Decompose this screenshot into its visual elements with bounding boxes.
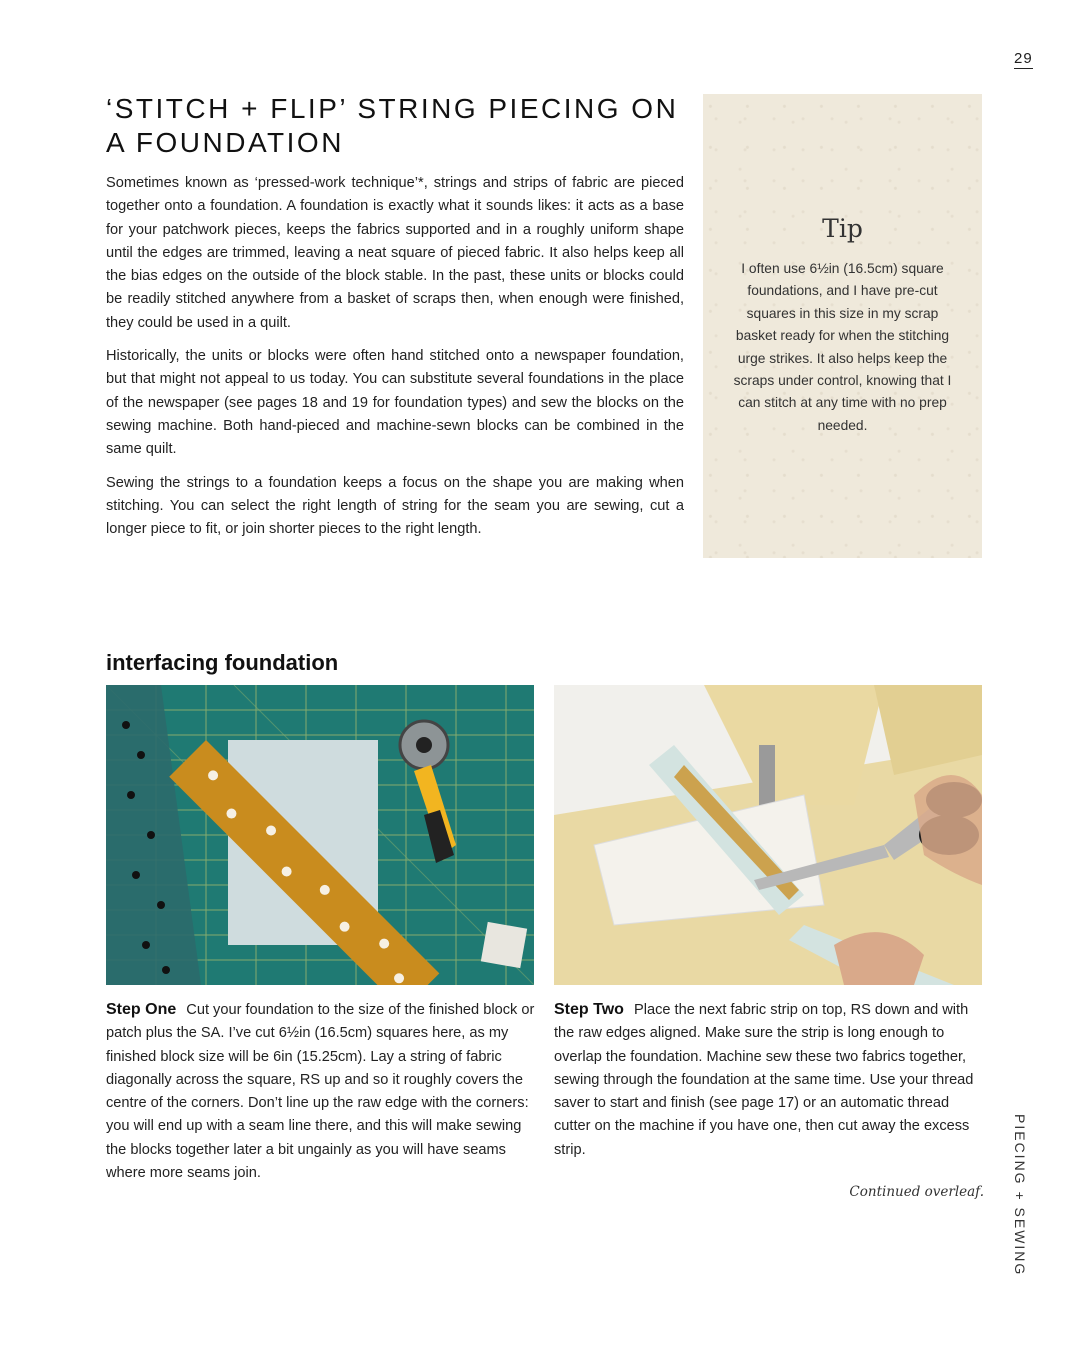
page-number: 29: [1014, 50, 1033, 67]
continued-note: Continued overleaf.: [849, 1184, 984, 1200]
step-one: [106, 998, 538, 1185]
cutting-mat-photo: [106, 685, 534, 985]
step-two-text: Place the next fabric strip on top, RS down and with the raw edges aligned. Make sure the strip is long enough to overlap the foundation. Machine sew these two fabrics together, sewing through the foundation at the same time. Use your thread saver to start and finish (see page 17) or an automatic thread cutter on the machine if you have one, then cut away the excess strip.: [554, 1002, 974, 1158]
chapter-side-label: PIECING + SEWING: [1012, 1114, 1028, 1277]
sewing-machine-photo: [554, 685, 982, 985]
intro-text: [106, 172, 684, 551]
step-two-label: Step Two: [554, 1001, 624, 1018]
intro-paragraph: Sometimes known as ‘pressed-work technique’*, strings and strips of fabric are pieced together onto a foundation. A foundation is exactly what it sounds likes: it acts as a base for your patchwork pieces, keeps the fabrics supported and in a roughly uniform shape until the edges are trimmed, leaving a neat square of pieced fabric. It also helps keep all the bias edges on the outside of the block stable. In the past, these units or blocks could be readily stitched anywhere from a basket of scraps then, when enough were finished, they could be used in a quilt.: [106, 175, 684, 331]
step-one-label: Step One: [106, 1001, 177, 1018]
section-heading: interfacing foundation: [106, 650, 339, 675]
sewing-machine-illustration: [554, 685, 982, 985]
step-one-text: Cut your foundation to the size of the finished block or patch plus the SA. I’ve cut 6½in (16.5cm) squares here, as my finished block size will be 6in (15.25cm). Lay a string of fabric diagonally across the square, RS up and so it roughly covers the centre of the corners. Don’t line up the raw edge with the corners: you will end up with a seam line there, and this will make sewing the blocks together later a bit ungainly as you will have seams where more seams join.: [106, 1002, 535, 1182]
cutting-mat-illustration: [106, 685, 534, 985]
page-title: ‘STITCH + FLIP’ STRING PIECING ON A FOUNDATION: [106, 93, 679, 158]
intro-paragraph: Sewing the strings to a foundation keeps a focus on the shape you are making when stitching. You can select the right length of string for the seam you are sewing, cut a longer piece to fit, or join shorter pieces to the right length.: [106, 474, 684, 538]
tip-text: I often use 6½in (16.5cm) square foundations, and I have pre-cut squares in this size in my scrap basket ready for when the stitching urge strikes. It also helps keep the scraps under control, knowing that I can stitch at any time with no prep needed.: [733, 261, 952, 433]
tip-heading: Tip: [822, 214, 863, 243]
tip-box: [703, 94, 982, 558]
intro-paragraph: Historically, the units or blocks were often hand stitched onto a newspaper foundation, but that might not appeal to us today. You can substitute several foundations in the place of the newspaper (see pages 18 and 19 for foundation types) and sew the blocks on the sewing machine. Both hand-pieced and machine-sewn blocks can be combined in the same quilt.: [106, 348, 684, 458]
step-two: [554, 998, 984, 1162]
